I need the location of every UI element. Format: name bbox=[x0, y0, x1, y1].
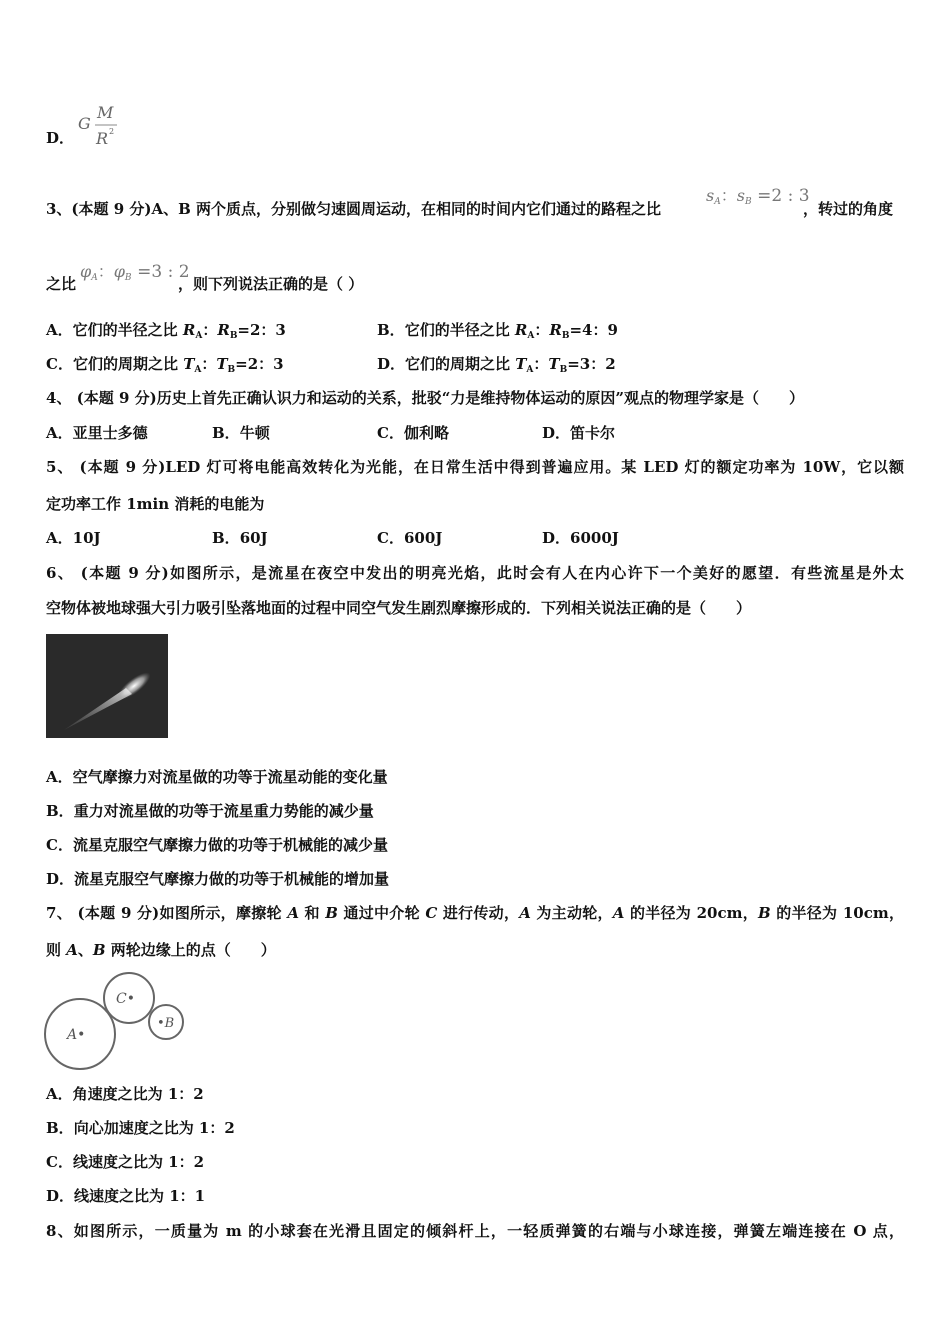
var: T bbox=[183, 355, 195, 373]
sub: A bbox=[526, 365, 534, 375]
var-a: A bbox=[519, 904, 531, 922]
sub: A bbox=[527, 331, 535, 341]
option-label: A． bbox=[46, 321, 73, 339]
var: T bbox=[548, 355, 560, 373]
q7-stem-line1 bbox=[46, 903, 904, 923]
sub-b: B bbox=[744, 197, 752, 207]
sub-b: B bbox=[124, 273, 132, 283]
q3-text-3: 之比 bbox=[46, 275, 77, 293]
q6-option-a[interactable] bbox=[46, 767, 388, 787]
option-text: 伽利略 bbox=[403, 424, 449, 442]
var-a: A bbox=[66, 941, 78, 959]
option-text: 线速度之比为 1：2 bbox=[72, 1153, 205, 1171]
option-label: D． bbox=[46, 129, 75, 147]
text: 则 bbox=[46, 941, 67, 959]
option-label: D． bbox=[46, 1187, 75, 1205]
sym-phi: φ bbox=[113, 262, 125, 281]
option-value: =3：2 bbox=[567, 355, 616, 373]
formula-g-m-over-r2 bbox=[74, 100, 124, 152]
q4-option-b[interactable] bbox=[212, 423, 270, 443]
option-text: 空气摩擦力对流星做的功等于流星动能的变化量 bbox=[72, 768, 388, 786]
formula-r: R bbox=[96, 129, 109, 148]
var: R bbox=[514, 321, 528, 339]
q3-text-4: ，则下列说法正确的是（ ） bbox=[178, 275, 364, 293]
option-text: 它们的周期之比 bbox=[405, 355, 516, 373]
sym-s: s bbox=[736, 186, 745, 205]
option-value: =4：9 bbox=[569, 321, 618, 339]
q7-option-b[interactable] bbox=[46, 1118, 235, 1138]
q3-stem-line1 bbox=[46, 199, 661, 219]
sub: B bbox=[227, 365, 236, 375]
option-text: 60J bbox=[239, 529, 268, 547]
q8-stem-line1: 8、如图所示，一质量为 m 的小球套在光滑且固定的倾斜杆上，一轻质弹簧的右端与小球连接，弹簧左端连接在 O 点， bbox=[46, 1222, 904, 1240]
option-text: 10J bbox=[72, 529, 101, 547]
option-value: =2：3 bbox=[235, 355, 284, 373]
q6-stem-line2: 空物体被地球强大引力吸引坠落地面的过程中同空气发生剧烈摩擦形成的．下列相关说法正确的是（ ） bbox=[46, 599, 752, 617]
q5-option-b[interactable] bbox=[212, 528, 268, 548]
option-label: A． bbox=[46, 424, 73, 442]
text: 进行传动， bbox=[437, 904, 520, 922]
q7-stem-line2 bbox=[46, 940, 276, 960]
option-text: 牛顿 bbox=[239, 424, 270, 442]
q3-after1 bbox=[803, 199, 893, 219]
option-label: C． bbox=[46, 355, 73, 373]
var-b: B bbox=[325, 904, 338, 922]
text: 为主动轮， bbox=[530, 904, 613, 922]
q3-ratio-phi bbox=[80, 262, 190, 288]
var: R bbox=[549, 321, 562, 339]
var-c: C bbox=[425, 904, 438, 922]
sym-colon: ： bbox=[97, 262, 114, 281]
var: T bbox=[515, 355, 527, 373]
q6-option-c[interactable] bbox=[46, 835, 388, 855]
option-label: D． bbox=[377, 355, 406, 373]
q6-option-d[interactable] bbox=[46, 869, 389, 889]
label-b: •B bbox=[157, 1016, 175, 1031]
sep: ： bbox=[201, 355, 217, 373]
sub: A bbox=[195, 331, 203, 341]
option-text: 流星克服空气摩擦力做的功等于机械能的减少量 bbox=[72, 836, 388, 854]
sub: A bbox=[194, 365, 202, 375]
q3-option-b[interactable] bbox=[377, 320, 618, 346]
friction-wheels-figure bbox=[40, 970, 190, 1075]
var: R bbox=[182, 321, 196, 339]
q3-option-c[interactable] bbox=[46, 354, 284, 380]
label-a: A• bbox=[67, 1027, 86, 1043]
sub-a: A bbox=[91, 273, 98, 283]
q6-option-b[interactable] bbox=[46, 801, 374, 821]
option-text: 它们的半径之比 bbox=[404, 321, 515, 339]
sym-colon: ： bbox=[720, 186, 737, 205]
option-text: 向心加速度之比为 1：2 bbox=[73, 1119, 235, 1137]
option-text: 600J bbox=[403, 529, 443, 547]
option-label: A． bbox=[46, 529, 73, 547]
q5-option-d[interactable] bbox=[542, 528, 619, 548]
q7-option-a[interactable] bbox=[46, 1084, 204, 1104]
q2-option-d bbox=[46, 128, 74, 148]
q4-stem: 4、 (本题 9 分)历史上首先正确认识力和运动的关系，批驳“力是维持物体运动的原因”观点的物理学家是（ ） bbox=[46, 389, 804, 407]
option-label: B． bbox=[46, 802, 74, 820]
q7-option-c[interactable] bbox=[46, 1152, 204, 1172]
q5-stem-line1: 5、 (本题 9 分)LED 灯可将电能高效转化为光能，在日常生活中得到普遍应用。某 LED 灯的额定功率为 10W，它以额 bbox=[46, 458, 904, 476]
meteor-image bbox=[46, 634, 168, 738]
var: T bbox=[216, 355, 228, 373]
option-text: 线速度之比为 1：1 bbox=[74, 1187, 206, 1205]
q3-text-1: 3、(本题 9 分)A、B 两个质点，分别做匀速圆周运动，在相同的时间内它们通过的路程之比 bbox=[46, 200, 662, 218]
var-a: A bbox=[287, 904, 299, 922]
var-a: A bbox=[612, 904, 625, 922]
option-label: D． bbox=[542, 424, 571, 442]
text: 的半径为 20cm， bbox=[624, 904, 759, 922]
q7-option-d[interactable] bbox=[46, 1186, 205, 1206]
var-b: B bbox=[92, 941, 106, 959]
option-value: =2：3 bbox=[237, 321, 286, 339]
q3-option-a[interactable] bbox=[46, 320, 286, 346]
sub: B bbox=[561, 331, 570, 341]
q3-after2 bbox=[178, 274, 363, 294]
option-label: B． bbox=[46, 1119, 74, 1137]
sky-shade bbox=[46, 634, 168, 738]
text: 的半径为 10cm， bbox=[770, 904, 904, 922]
sub: B bbox=[559, 365, 568, 375]
option-label: B． bbox=[377, 321, 405, 339]
text: 两轮边缘上的点（ ） bbox=[105, 941, 276, 959]
option-label: C． bbox=[46, 836, 73, 854]
option-label: D． bbox=[542, 529, 571, 547]
text: 和 bbox=[298, 904, 326, 922]
sub-a: A bbox=[714, 197, 721, 207]
option-text: 6000J bbox=[570, 529, 619, 547]
option-text: 角速度之比为 1：2 bbox=[72, 1085, 204, 1103]
sym-phi: φ bbox=[80, 262, 92, 281]
sym-s: s bbox=[706, 186, 715, 205]
option-text: 亚里士多德 bbox=[72, 424, 148, 442]
formula-m: M bbox=[97, 103, 114, 122]
sub: B bbox=[229, 331, 238, 341]
label-c: C• bbox=[116, 991, 135, 1007]
text: 、 bbox=[77, 941, 93, 959]
q5-option-c[interactable] bbox=[377, 528, 442, 548]
option-label: D． bbox=[46, 870, 75, 888]
sep: ： bbox=[202, 321, 218, 339]
q3-option-d[interactable] bbox=[377, 354, 616, 380]
q4-option-d[interactable] bbox=[542, 423, 615, 443]
var: R bbox=[217, 321, 230, 339]
ratio-value: =3 : 2 bbox=[137, 262, 190, 282]
q5-stem-line2: 定功率工作 1min 消耗的电能为 bbox=[46, 495, 265, 513]
option-label: B． bbox=[212, 529, 240, 547]
option-label: B． bbox=[212, 424, 240, 442]
q3-stem-line2-prefix bbox=[46, 274, 76, 294]
sep: ： bbox=[534, 321, 550, 339]
option-text: 笛卡尔 bbox=[570, 424, 616, 442]
option-label: A． bbox=[46, 1085, 73, 1103]
q5-option-a[interactable] bbox=[46, 528, 101, 548]
q4-option-a[interactable] bbox=[46, 423, 148, 443]
q6-stem-line1: 6、 (本题 9 分)如图所示，是流星在夜空中发出的明亮光焰，此时会有人在内心许下一个美好的愿望．有些流星是外太 bbox=[46, 564, 904, 582]
var-b: B bbox=[758, 904, 771, 922]
formula-exp: 2 bbox=[109, 127, 115, 136]
ratio-value: =2 : 3 bbox=[757, 186, 810, 206]
option-text: 重力对流星做的功等于流星重力势能的减少量 bbox=[73, 802, 374, 820]
option-label: C． bbox=[377, 424, 404, 442]
text: 通过中介轮 bbox=[337, 904, 426, 922]
q4-option-c[interactable] bbox=[377, 423, 449, 443]
sep: ： bbox=[533, 355, 549, 373]
option-text: 它们的周期之比 bbox=[72, 355, 184, 373]
option-text: 流星克服空气摩擦力做的功等于机械能的增加量 bbox=[74, 870, 390, 888]
q3-ratio-s bbox=[706, 186, 810, 212]
q3-text-2: ，转过的角度 bbox=[803, 200, 894, 218]
option-label: C． bbox=[377, 529, 404, 547]
option-label: C． bbox=[46, 1153, 73, 1171]
text: 7、 (本题 9 分)如图所示，摩擦轮 bbox=[46, 904, 288, 922]
option-label: A． bbox=[46, 768, 73, 786]
option-text: 它们的半径之比 bbox=[72, 321, 183, 339]
meteor-drawing bbox=[46, 634, 168, 738]
formula-g: G bbox=[78, 114, 91, 133]
